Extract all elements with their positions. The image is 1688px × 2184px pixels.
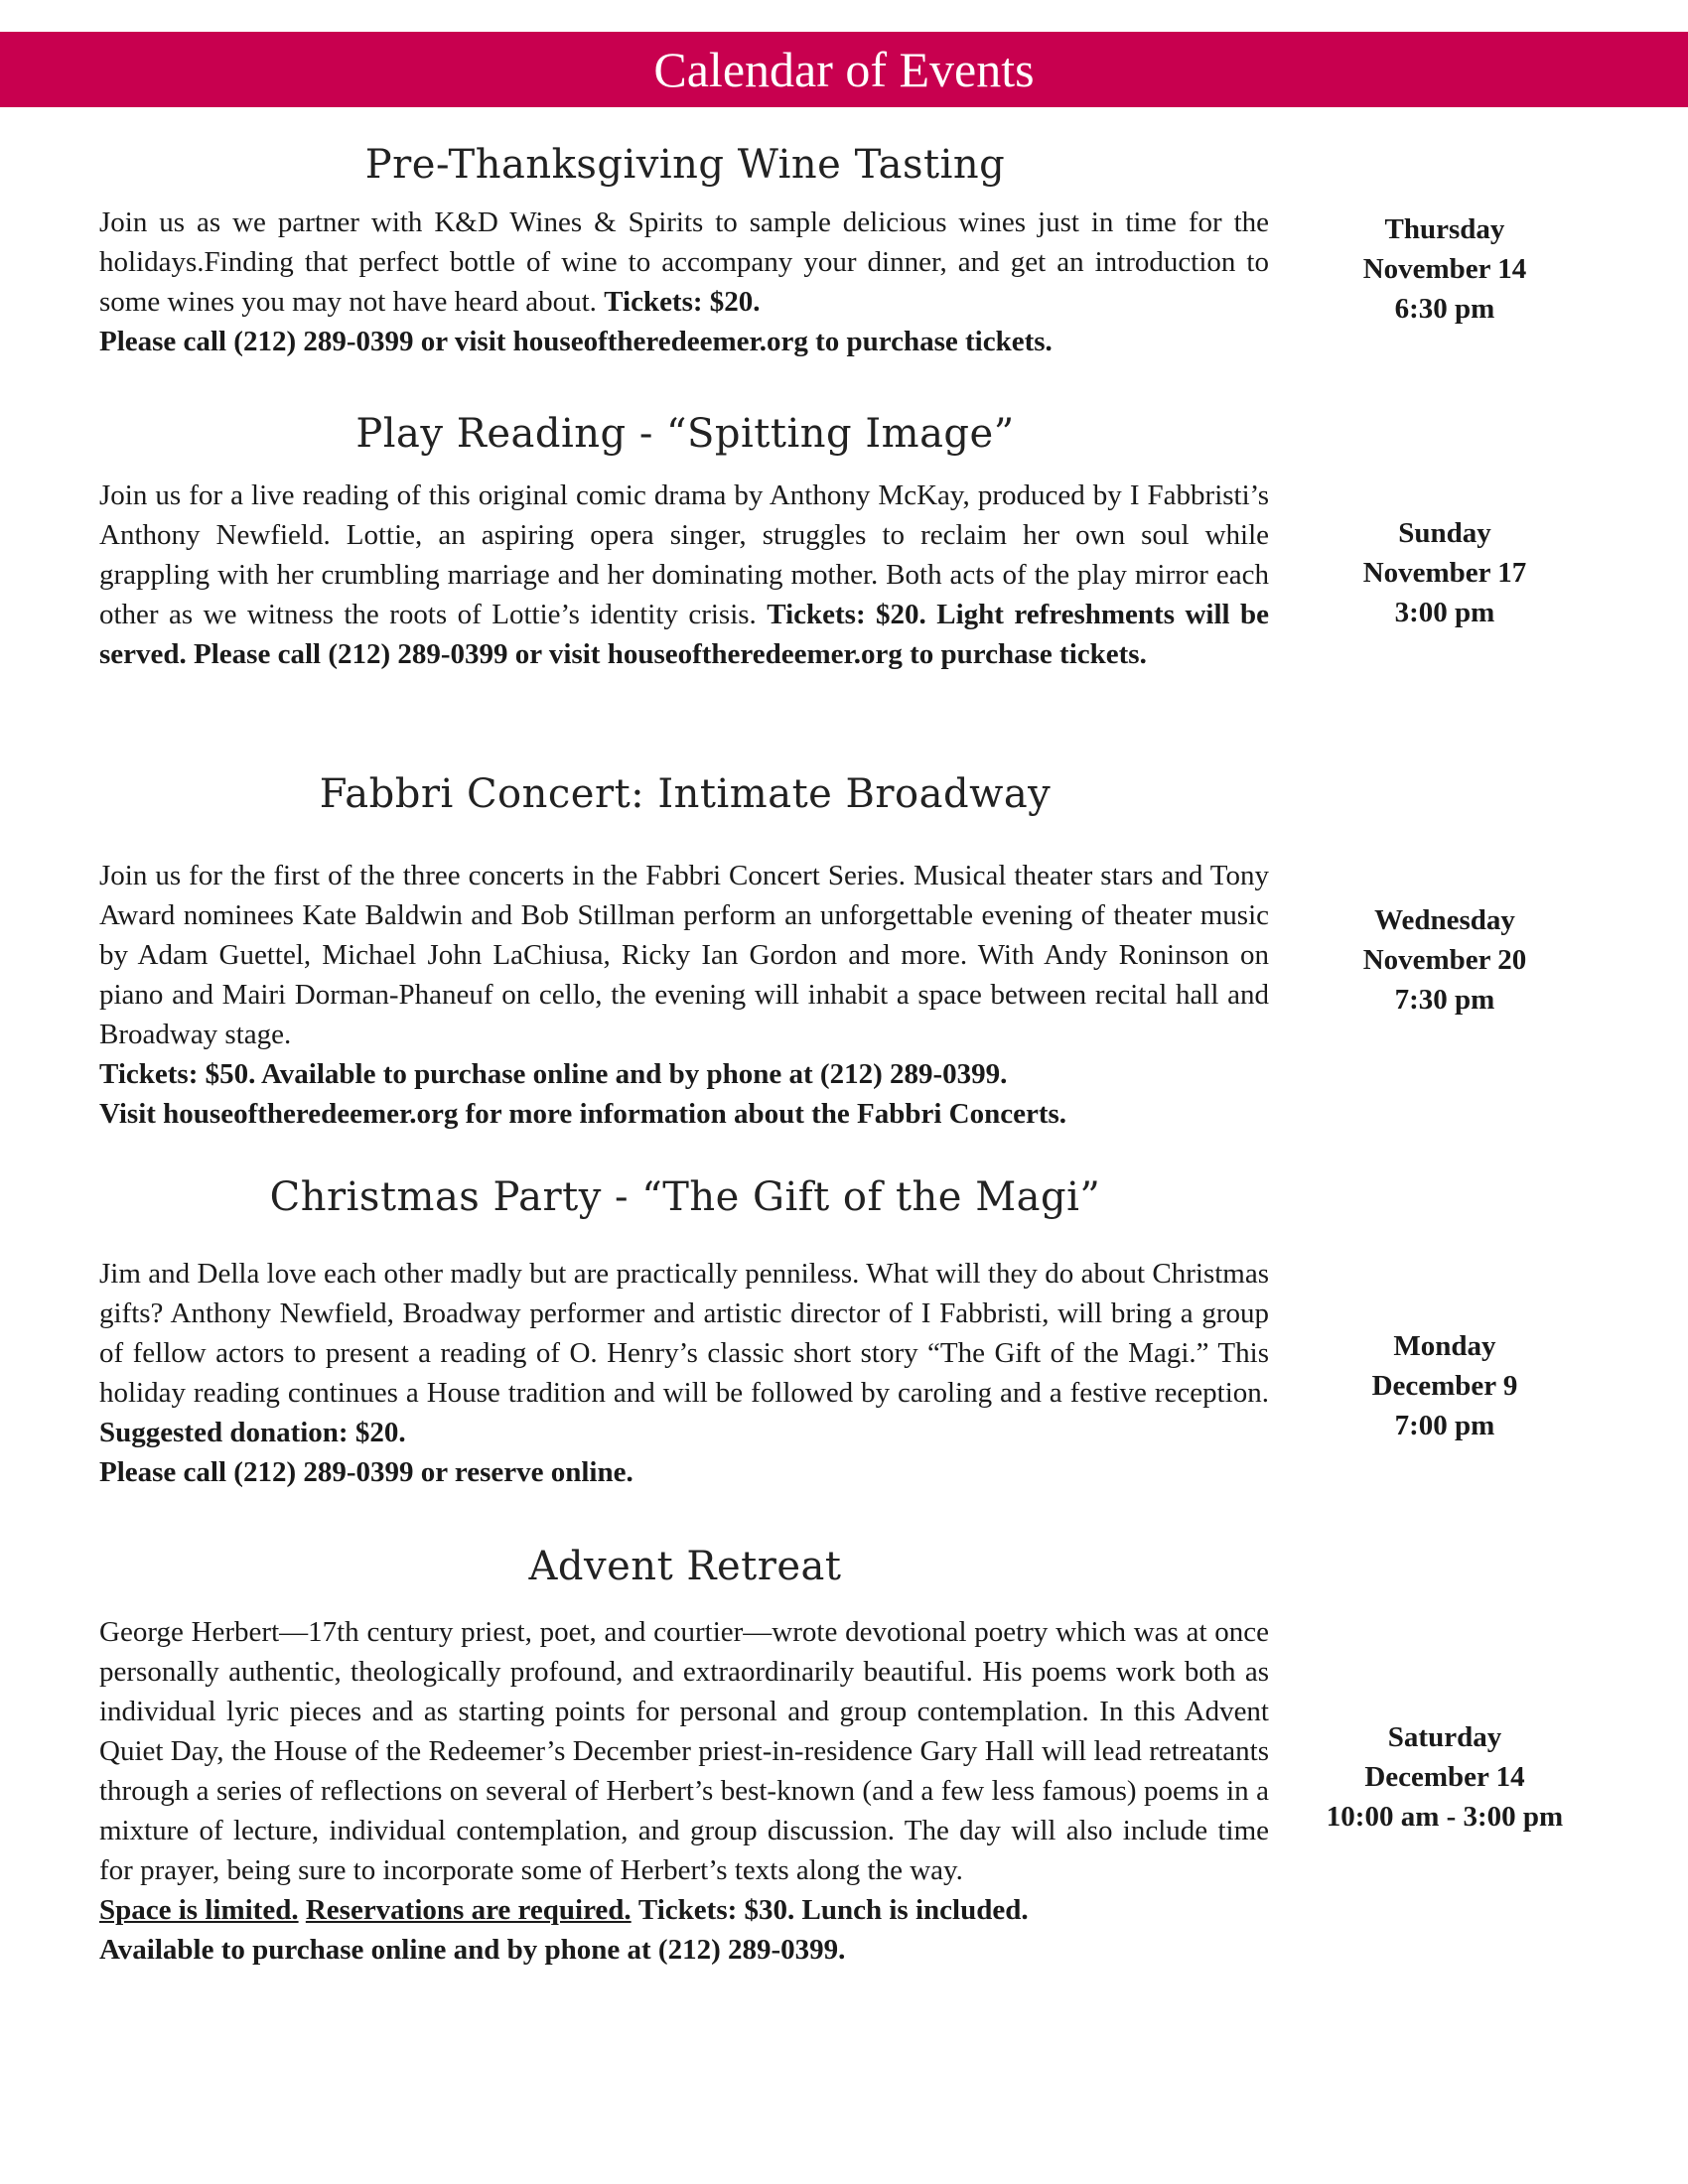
- description-text: Join us for the first of the three concerts in the Fabbri Concert Series. Musical theater stars and Tony Award nominees Kate Baldwin and Bob Stillman perform an unforgettable evening of theater music by Adam Guettel, Michael John LaChiusa, Ricky Ian Gordon and more. With Andy Roninson on piano and Mairi Dorman-Phaneuf on cello, the evening will inhabit a space between recital hall and Broadway stage.: [99, 860, 1269, 1050]
- description-text: Join us for a live reading of this original comic drama by Anthony McKay, produced by I Fabbristi’s Anthony Newfield. Lottie, an aspiring opera singer, struggles to reclaim her own soul while grappling with her crumbling marriage and her dominating mother. Both acts of the play mirror each other as we witness the roots of Lottie’s identity crisis.: [99, 479, 1269, 630]
- description-text: George Herbert—17th century priest, poet, and courtier—wrote devotional poetry which was at once personally authentic, theologically profound, and extraordinarily beautiful. His poems work both as individual lyric pieces and as starting points for personal and group contemplation. In this Advent Quiet Day, the House of the Redeemer’s December priest-in-residence Gary Hall will lead retreatants through a series of reflections on several of Herbert’s best-known (and a few less famous) poems in a mixture of lecture, individual contemplation, and group discussion. The day will also include time for prayer, being sure to incorporate some of Herbert’s texts along the way.: [99, 1616, 1269, 1886]
- event-description: [99, 856, 1269, 1134]
- event-date-block: [1271, 1717, 1618, 1837]
- call-text: Please call (212) 289-0399 or reserve online.: [99, 1456, 633, 1488]
- event-day: Saturday: [1387, 1721, 1502, 1753]
- event-date-block: [1271, 900, 1618, 1020]
- event-date: December 14: [1364, 1761, 1525, 1793]
- event-title: Fabbri Concert: Intimate Broadway: [319, 771, 1052, 817]
- event-date: November 20: [1362, 944, 1527, 976]
- event-date-block: [1271, 209, 1618, 329]
- event-description: [99, 1254, 1269, 1492]
- event-description: [99, 203, 1269, 361]
- tickets-text: Tickets: $30. Lunch is included.: [637, 1894, 1029, 1926]
- event-date: November 14: [1362, 253, 1527, 285]
- event-date-block: [1271, 1326, 1618, 1445]
- event-description: [99, 1612, 1269, 1970]
- event-time: 7:30 pm: [1394, 984, 1495, 1016]
- description-text: Jim and Della love each other madly but are practically penniless. What will they do about Christmas gifts? Anthony Newfield, Broadway performer and artistic director of I Fabbristi, will bring a group of fellow actors to present a reading of O. Henry’s classic short story “The Gift of the Magi.” This holiday reading continues a House tradition and will be followed by caroling and a festive reception.: [99, 1258, 1269, 1409]
- event-time: 3:00 pm: [1394, 597, 1495, 628]
- call-text: Please call (212) 289-0399 or visit houseoftheredeemer.org to purchase tickets.: [99, 326, 1053, 357]
- event-day: Sunday: [1398, 517, 1491, 549]
- tickets-text: Tickets: $20. Light refreshments will be served. Please call (212) 289-0399 or visit houseoftheredeemer.org to purchase tickets.: [99, 599, 1269, 670]
- reservations-required-text: Reservations are required.: [305, 1894, 632, 1926]
- page-title: Calendar of Events: [653, 42, 1035, 97]
- description-text: Join us as we partner with K&D Wines & Spirits to sample delicious wines just in time for the holidays.Finding that perfect bottle of wine to accompany your dinner, and get an introduction to some wines you may not have heard about.: [99, 206, 1269, 318]
- event-title: Christmas Party - “The Gift of the Magi”: [269, 1174, 1101, 1220]
- event-day: Monday: [1393, 1330, 1496, 1362]
- event-day: Wednesday: [1374, 904, 1515, 936]
- event-date: December 9: [1371, 1370, 1518, 1402]
- space-limited-text: Space is limited.: [99, 1894, 299, 1926]
- tickets-text: Tickets: $50. Available to purchase online and by phone at (212) 289-0399.: [99, 1058, 1008, 1090]
- event-date: November 17: [1362, 557, 1527, 589]
- event-day: Thursday: [1384, 213, 1505, 245]
- event-time: 10:00 am - 3:00 pm: [1326, 1801, 1564, 1833]
- event-title: Play Reading - “Spitting Image”: [355, 411, 1015, 457]
- event-time: 6:30 pm: [1394, 293, 1495, 325]
- donation-text: Suggested donation: $20.: [99, 1417, 406, 1448]
- event-title: Pre-Thanksgiving Wine Tasting: [364, 142, 1006, 188]
- event-date-block: [1271, 513, 1618, 632]
- info-text: Visit houseoftheredeemer.org for more information about the Fabbri Concerts.: [99, 1098, 1067, 1130]
- event-title: Advent Retreat: [528, 1544, 842, 1589]
- event-description: [99, 476, 1269, 674]
- purchase-text: Available to purchase online and by phone at (212) 289-0399.: [99, 1934, 846, 1966]
- event-time: 7:00 pm: [1394, 1410, 1495, 1441]
- tickets-text: Tickets: $20.: [604, 286, 761, 318]
